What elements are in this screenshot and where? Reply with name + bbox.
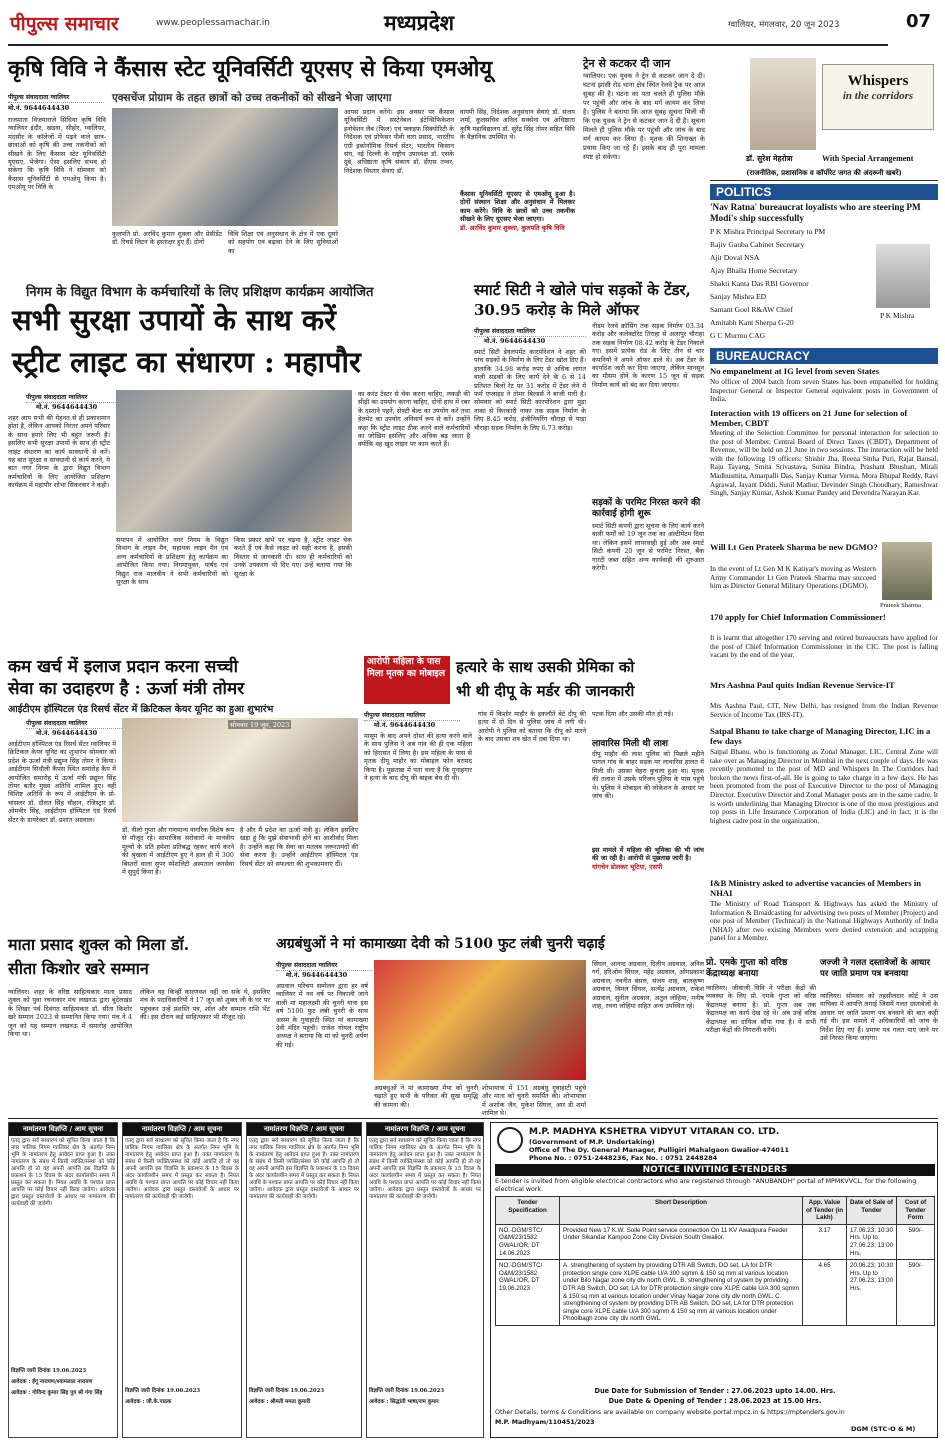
masthead	[8, 6, 938, 46]
byline	[8, 92, 104, 103]
byline-place: ग्वालियर	[50, 94, 70, 101]
body-col-3: है और मैं प्रदेश का ऊर्जा मंत्री हूं। लेकिन इसलिए खड़ा हूं कि मुझे सेवाभावी होने का आशीर्वाद मिला है। उन्होंने कहा कि सेवा का मतलब जरूरतमंदों की सेवा करना है। उन्होंने आईटीएम हॉस्पिटल एंड रिसर्च सेंटर को सफलता की शुभकामनाएं दीं।	[240, 826, 358, 868]
byline-place: ग्वालियर	[318, 962, 338, 969]
body-col-4: वायपी सिंह, निदेशक अनुसंधान सेवाएं डॉ. संजय शर्मा, कुलसचिव अनिल सक्सेना एवं अधिष्ठाता कृषि महाविद्यालय डॉ. सुरेंद्र सिंह तोमर सहित विवि के वैज्ञानिक उपस्थित थे।	[460, 108, 575, 142]
story-award	[8, 934, 270, 1114]
body-col-3: आपस प्रदान करेंगे। इस अवसर पर कैंसास यूनिवर्सिटी में सस्टेनेबल इंटेन्सिफिकेशन इनोवेशन लैब (फिल) एवं फ्लाइफ सिक्योरिटी के निदेशक एवं प्रोफेसर पीवी वारा प्रसाद, भारतीय एग्री इकोनॉमिक रिसर्च सेंटर, भारतीय किसान संघ, नई दिल्ली के राष्ट्रीय उपाध्यक्ष डॉ. एसके दुबे, अधिष्ठाता कृषि संकाय डॉ. डीएस तन्वर, निदेशक विस्तार सेवाएं डॉ.	[344, 108, 454, 175]
list-item: P K Mishra Principal Secretary to PM	[710, 227, 826, 236]
cell: NO.-DGM/STC/ O&M/23/1582 GWALIOR, DT 19.06.2023	[496, 1260, 560, 1326]
byline-place: ग्वालियर	[68, 720, 88, 727]
body-col-2: गांव में किशोर माहौर के इकलौते बेटे दीपू की हत्या में दो दिन से पुलिस जांच में लगी थी। आरोपी ने पुलिस को बताया कि दीपू को मारने के बाद उसका शव खेत में दबा दिया था।	[478, 710, 586, 744]
b3-headline: Will Lt Gen Prateek Sharma be new DGMO?	[710, 542, 878, 552]
body-col-1: राजमाता विजयाराजे सिंधिया कृषि विवि ग्वालियर इंदौर, खंडवा, सीहोर, ग्वालियर, मंदसौर के कॉलेजों में पढ़ने वाले छात्र-छात्राओं को कृषि की उच्च तकनीकों को सीखने के लिए कैंसास स्टेट यूनिवर्सिटी यूएसए, भेजेगा। ऐसा इसलिए संभव हो सकेगा कि कृषि विवि ने सोमवार को कैंसास यूनिवर्सिटी से एमओयू किया है। एमओयू पर विवि के	[8, 116, 106, 192]
cell: 4.65	[803, 1260, 847, 1326]
reference: M.P. Madhyam/110451/2023	[495, 1419, 595, 1426]
notice-date: विज्ञप्ति जारी दिनांक 19.06.2023	[125, 1388, 201, 1394]
story-mou	[8, 56, 578, 274]
col-header: Short Description	[560, 1197, 803, 1225]
logo: पीपुल्स समाचार	[10, 13, 119, 35]
cell: 590/-	[897, 1260, 935, 1326]
story-caste-cert	[820, 958, 938, 1114]
news-photo	[116, 390, 352, 532]
company-phone: Phone No. : 0751-2448236, Fax No. : 0751 2448284	[529, 1154, 718, 1162]
mobile: मो.नं. 9644644430	[36, 403, 98, 411]
quote-by: डॉ. अरविंद कुमार शुक्ला, कुलपति कृषि विवि	[460, 223, 565, 232]
body-col-2: समापन में आयोजित नगर निगम के विद्युत विभाग के लाइन मैन, सहायक लाइन मैन एवं अन्य कर्मचारियों के प्रशिक्षण हेतु कार्यक्रम का आयोजित किया गया। निगमायुक्त, पार्षद एवं विद्युत राज मालवीय ने सभी कर्मचारियों को सुरक्षा के साथ	[116, 536, 228, 587]
photo-date: सोमवार 19 जून, 2023	[230, 721, 290, 729]
subhead: लावारिस मिली थी लाश	[592, 739, 669, 749]
politics-headline: 'Nav Ratna' bureaucrat loyalists who are steering PM Modi's ship successfully	[710, 202, 921, 223]
notice-date: विज्ञप्ति जारी दिनांक 19.06.2023	[369, 1388, 445, 1394]
tender-table	[495, 1196, 935, 1326]
notice-1	[8, 1122, 118, 1438]
notice-date: विज्ञप्ति जारी दिनांक 19.06.2023	[11, 1368, 87, 1374]
b5-headline: Mrs Aashna Paul quits Indian Revenue Service-IT	[710, 680, 895, 690]
b3-body: In the event of Lt Gen M K Katiyar's moving as Western Army Commander Lt Gen Prateek Sharma may succeed him as Director General Military Operations (DGMO).	[710, 565, 876, 591]
tender-ad	[490, 1122, 938, 1438]
author-name: डॉ. सुरेश मेहरोत्रा	[746, 154, 793, 163]
body-col-2: नीडम रेलवे क्रॉसिंग तक सड़क निर्माण 03.34 करोड़ और कलेक्टोरेट तिराहा से अलापुर चौराहा तक सड़क निर्माण 08.42 करोड़ के टेंडर निकाले गए। इसमें प्रत्येक रोड के लिए तीन से चार कंपनियों ने अपने ऑफर डाले थे। अब टेंडर के कार्यादेश जारी कर दिया जाएगा, लेकिन मानसून का मौसम होने के कारण 15 जून से सड़क निर्माण कार्य को बंद कर दिया जाएगा।	[592, 322, 704, 389]
notice-body: एतद् द्वारा सर्व साधारण को सूचित किया जाता है कि नगर पालिक निगम ग्वालियर क्षेत्र के अंतर्गत निम्न भूमि के नामांतरण हेतु आवेदन प्राप्त हुआ है। उक्त नामांतरण के संबंध में किसी व्यक्ति/संस्था को कोई आपत्ति हो तो वह अपनी आपत्ति इस विज्ञप्ति के प्रकाशन के 15 दिवस के अंदर कार्यालयीन समय में प्रस्तुत कर सकता है। नियत अवधि के पश्चात प्राप्त आपत्ति पर कोई विचार नहीं किया जावेगा। आवेदक द्वारा प्रस्तुत दस्तावेजों के आधार पर नामांतरण की कार्यवाही की जावेगी।	[125, 1138, 239, 1200]
caption-a: कुलपति प्रो. अरविंद कुमार शुक्ला और प्रेसीडेंट डॉ. रिचर्ड लिटन के हस्ताक्षर हुए हैं। दोनों	[112, 230, 222, 247]
body: ग्वालियर। जीवाजी विवि ने परीक्षा केंद्रों की व्यवस्था के लिए प्रो. एमके गुप्ता को वरिष्ठ केंद्राध्यक्ष बनाया है। प्रो. गुप्ता अब तक केंद्राध्यक्ष का कार्य देख रहे थे। अब उन्हें वरिष्ठ केंद्राध्यक्ष का दायित्व सौंपा गया है। वे सभी परीक्षा केंद्रों की निगरानी करेंगे।	[706, 984, 816, 1035]
notice-body: एतद् द्वारा सर्व साधारण को सूचित किया जाता है कि नगर पालिक निगम ग्वालियर क्षेत्र के अंतर्गत निम्न भूमि के नामांतरण हेतु आवेदन प्राप्त हुआ है। उक्त नामांतरण के संबंध में किसी व्यक्ति/संस्था को कोई आपत्ति हो तो वह अपनी आपत्ति इस विज्ञप्ति के प्रकाशन के 15 दिवस के अंदर कार्यालयीन समय में प्रस्तुत कर सकता है। नियत अवधि के पश्चात प्राप्त आपत्ति पर कोई विचार नहीं किया जावेगा। आवेदक द्वारा प्रस्तुत दस्तावेजों के आधार पर नामांतरण की कार्यवाही की जावेगी।	[11, 1138, 115, 1207]
headline: स्मार्ट सिटी ने खोले पांच सड़कों के टेंडर, 30.95 करोड़ के मिले ऑफर	[474, 281, 691, 319]
b1-headline: No empanelment at IG level from seven States	[710, 366, 880, 376]
body: ग्वालियर। सोमवार को तहसीलदार कोर्ट ने उस याचिका में आपत्ति लगाई जिसमें गलत दस्तावेजों के आधार पर जाति प्रमाण पत्र बनवाने की बात कही गई थी। इस मामले में अधिकारियों को जांच के निर्देश दिए गए हैं। प्रमाण पत्र गलत पाए जाने पर उसे निरस्त किया जाएगा।	[820, 992, 938, 1043]
list-item: G C Murmu CAG	[710, 331, 766, 340]
byline-place: ग्वालियर	[406, 712, 426, 719]
story-streetlight	[8, 280, 470, 650]
quote	[460, 190, 575, 270]
body-col-4: का करंट टेस्टर से चेक करना चाहिए, लकड़ी की सीढ़ी का उपयोग करना चाहिए, दोनों हाथ में रबर के दस्ताने पहनें, सेफ्टी बेल्ट का उपयोग करें तथा हेलमेट का उपयोग अनिवार्य रूप से करें। उन्होंने कहा कि स्ट्रीट लाइट ठीक करने वाले कर्मचारियों का जोखिम इसलिए और अधिक बढ़ जाता है क्योंकि वह खुद लाइन पर काम करते हैं।	[358, 390, 470, 449]
body-col-2: डॉ. नीलो गुप्ता और गणमान्य नागरिक विशेष रूप से मौजूद रहे। सामाजिक सरोकारों के मानवीय मूल्यों के प्रति हमेशा प्रतिबद्ध रहकर कार्य करने की श्रृंखला में आईटीएम हुए ने हाल ही में 300 बिस्तरों वाला सुपर स्पेशलिटी अस्पताल जनसेवा में सुपुर्द किया है।	[122, 826, 234, 877]
headline: अग्रबंधुओं ने मां कामाख्या देवी को 5100 फुट लंबी चुनरी चढ़ाई	[276, 936, 605, 952]
headline: जज्जी ने गलत दस्तावेजों के आधार पर जाति प्रमाण पत्र बनवाया	[820, 958, 931, 979]
subhead-body: स्मार्ट सिटी कंपनी द्वारा सूचना के लिए कार्य करने वाली फर्मों को 19 जून तक का अल्टीमेटम दिया था। लेकिन इसमें लापरवाही हुई और अब स्मार्ट सिटी कंपनी 20 जून से परमिट निरस्त, बैंक गारंटी जब्त सहित अन्य कार्यवाही की शुरुआत करेगी।	[592, 522, 704, 573]
body-col-1: शहर आप सभी की मेहनत से ही प्रकाशमान होता है, लेकिन आपको निरंतर अपने परिवार के साथ हमारे लिए भी बहुत जरूरी है। इसलिए सभी सुरक्षा उपायों के साथ ही स्ट्रीट लाइट संधारण का कार्य सावधानी से करें। यह बात सुरक्षा व सावधानी से कार्य करने, ये बात नगर निगम के द्वारा विद्युत विभाग कर्मचारियों के लिए आयोजित प्रशिक्षण कार्यक्रम में महापौर शोभा सिकरवार ने कही।	[8, 414, 110, 490]
body-col-1: स्मार्ट सिटी डेवलपमेंट कारपोरेशन ने शहर की पांच सड़कों के निर्माण के लिए टेंडर खोल दिए हैं। हालांकि 34.98 करोड़ रुपए से अधिक लागत वाली सड़कों के लिए कार्य देने के 6 से 14 प्रतिशत बिलो रेट पर 31 करोड़ में टेंडर लेने में फर्म एप्लाइड ने तोमर बिल्डर्स ने बाजी मारी है। सोमवार को स्मार्ट सिटी कारपोरेशन द्वारा मुड़ा नाका से किरकारी नाका तक सड़क निर्माण के लिए 8.45 करोड़, इंजीनियरिंग चौराहा से पाड़ा चौराहा सड़क निर्माण के लिए 6.73 करोड़।	[474, 348, 586, 432]
body-col-2: लेकिन वह किन्हीं कारणवश नहीं जा सके थे, इसलिए मंच के पदाधिकारियों ने 17 जून को शुक्ल जी के घर पर पहुंचकर उन्हें प्रशस्ति पत्र, शॉल और सम्मान राशि भेंट की। इस दौरान कई साहित्यकार भी मौजूद रहे।	[140, 988, 270, 1022]
body-col-4: सिंघल, आनन्द अग्रवाल, दिलीप अग्रवाल, अनिल गर्ग, हरिओम सिंघल, महेंद्र अग्रवाल, ओमप्रकाश अग्रवाल, नवनीत बंसल, संजय शाह, बालकृष्ण अग्रवाल, विमल सिंघल, सत्येंद्र अग्रवाल, राकेश अग्रवाल, सुनील अग्रवाल, अतुल लोहिया, मनीष शाह, रचना लोहिया सहित अन्य उपस्थित रहे।	[592, 960, 704, 1011]
headline-line-1: हत्यारे के साथ उसकी प्रेमिका को	[456, 658, 635, 676]
tender-title: NOTICE INVITING E-TENDERS	[495, 1164, 935, 1176]
notice-applicant: आवेदक : ईंगू नारायण/श्यामलाल नारायण	[11, 1379, 93, 1385]
whispers-subtitle: in the corridors	[842, 90, 914, 102]
b4-body: It is learnt that altogether 170 serving and retired bureaucrats have applied for the post of Chief Information Commissioner in the CIC. The post is falling vacant by the end of the year.	[710, 634, 938, 660]
headline: कृषि विवि ने कैंसास स्टेट यूनिवर्सिटी यूएसए से किया एमओयू	[8, 56, 493, 82]
b2-body: Meeting of the Selection Committee for personal interaction for selection to the post of Member, Central Board of Direct Taxes (CBDT), Department of Revenue, will be held on 21 June in two sessions. The interaction will be held with the following 19 officers: Shishir Jha, Reena Sinha Puri, Rajat Bansal, Raju Tayang, Smita Srivastava, Sunita Bindra, Prashant Bhushan, Mitali Madhusmita, Amarpalli Das, Sanjay Kumar Verma, Mora Bhupal Reddy, Ravi Agrawal, Jayant Diddi, Sunil Mathur, Devinder Singh Choudhary, Rameshwar Singh, Sanjay Kumar, Ashok Kumar Pandey and Devendra Narayan Kar.	[710, 429, 938, 498]
table-row	[496, 1260, 935, 1326]
company-logo	[497, 1127, 523, 1153]
company-name: M.P. MADHYA KSHETRA VIDYUT VITARAN CO. LTD.	[529, 1127, 780, 1137]
quote-text: कैंसास यूनिवर्सिटी यूएसए से एमओयू हुआ है। दोनों संस्थान शिक्षा और अनुसंधान में मिलकर काम करेंगे। विवि के छात्रों को उच्च तकनीक सीखने के लिए यूएसए भेजा जाएगा।	[460, 190, 575, 224]
quote-by: यांगचेन डोलकर भूटिया, एसपी	[592, 862, 663, 871]
notice-applicant: आवेदक : सिद्धांती भाषा/राम कुमार	[369, 1399, 439, 1405]
body-col-1: आईटीएम हॉस्पिटल एंड रिसर्च सेंटर ग्वालियर में क्रिटिकल केयर यूनिट का शुभारंभ सोमवार को प्रदेश के ऊर्जा मंत्री प्रद्युम्न सिंह तोमर ने किया। आईटीएम सिथौली कैंपस स्थित समारोह कैंप में आयोजित समारोह में ऊर्जा मंत्री प्रद्युम्न सिंह तोमर बतौर मुख्य अतिथि शामिल हुए। वहीं विशिष्ट अतिथि के रूप में आईटीएम के प्रो-चांसलर डॉ. दौलत सिंह चौहान, रजिस्ट्रार डॉ. ओमवीर सिंह, आईटीएम हॉस्पिटल एंड रिसर्च सेंटर के डायरेक्टर डॉ. प्रशांत अग्रवाल।	[8, 740, 116, 824]
news-photo	[112, 108, 338, 226]
story-chunri	[276, 934, 704, 1118]
arrangement: With Special Arrangement	[822, 154, 914, 163]
mobile: मो.नं. 9644644430	[286, 971, 348, 979]
headline-line-1: माता प्रसाद शुक्ल को मिला डॉ.	[8, 935, 190, 954]
due-date-opening: Due Date & Opening of Tender : 28.06.2023 at 15.00 Hrs.	[608, 1397, 822, 1405]
whispers-column	[710, 56, 938, 1056]
mobile: मो.नं. 9644644430	[8, 104, 70, 112]
notice-footer: आवेदक : गोविन्द कुमार सिंह पुत्र श्री गंगा सिंह	[11, 1390, 103, 1396]
tag-box: आरोपी महिला के पास मिला मृतक का मोबाइल	[364, 656, 450, 704]
byline-name: पीपुल्स संवाददाता	[26, 720, 67, 727]
headline: प्रो. एमके गुप्ता को वरिष्ठ केंद्राध्यक्ष बनाया	[706, 958, 788, 979]
ads-rule	[8, 1118, 938, 1119]
byline-place: ग्वालियर	[68, 394, 88, 401]
notice-2	[122, 1122, 242, 1438]
headline: ट्रेन से कटकर दी जान	[583, 57, 671, 70]
cell: 590/-	[897, 1224, 935, 1259]
b6-body: Satpal Bhanu, who is functioning as Zonal Manager, LIC, Central Zone will take over as Managing Director in Mumbai in the next couple of days. He was recently promoted to the post of MD and Whispers In The Corridors had broken the news first-of-all. He is going to take charge in a few days. He has been promoted from the post of Executive Director to the post of Managing Director. Executive Director and Zonal Manager posts are in the same cadre. It is worth underlining that Managing Director is one of the most prestigious and top posts in Life Insurance Corporation of India (LIC) and in fact, it is the highest cadre post in the organization.	[710, 748, 938, 825]
body-col-1: मासूम के बाद अपने दोस्त की हत्या करने वाले के साथ पुलिस ने अब गांव की ही एक महिला को हिरासत में लिया है। इस महिला के पास से मृतक दीपू माहौर का मोबाइल फोन बरामद किया है। पूछताछ में पता चला है कि गुनाहगार ने हत्या के बाद दीपू की बाइक बेच दी थी।	[364, 732, 472, 783]
news-photo	[122, 718, 358, 822]
kicker: निगम के विद्युत विभाग के कर्मचारियों के लिए प्रशिक्षण कार्यक्रम आयोजित	[26, 285, 374, 300]
tender-intro: E-tender is invited from eligible electrical contractors who are registered through "ANUBANDH" portal of MPMKVVCL, for the following electrical work.	[495, 1178, 917, 1193]
list-item: Rajiv Gauba Cabinet Secretary	[710, 240, 805, 249]
notice-applicant: आवेदक : श्रीमती ममता कुमारी	[249, 1399, 311, 1405]
page-number: 07	[906, 11, 932, 32]
notice-4	[366, 1122, 484, 1438]
dateline: ग्वालियर, मंगलवार, 20 जून 2023	[728, 20, 840, 30]
mobile: मो.नं. 9644644430	[484, 337, 546, 345]
list-item: Amitabh Kant Sherpa G-20	[710, 318, 794, 327]
subhead-body: दीपू माहौर की लाश पुलिस को पिछले महीने पागल गांव के बाहर सड़क पर लावारिस हालत में मिली थी। उसका चेहरा कुचला हुआ था। मृतक की तलाश में उसके परिजन पुलिस के पास पहुंचे थे। पुलिस ने मोबाइल की लोकेशन के आधार पर जांच की।	[592, 750, 704, 801]
cell: NO.-DGM/STC/ O&M/23/1582 GWALIOR, DT 14.06.2023	[496, 1224, 560, 1259]
col-header: Date of Sale of Tender	[847, 1197, 897, 1225]
news-photo	[374, 960, 586, 1080]
list-item: Ajit Doval NSA	[710, 253, 760, 262]
col-header: Cost of Tender Form	[897, 1197, 935, 1225]
cell: 20.06.23; 10:30 Hrs. Up to 27.06.23; 13:00 Hrs.	[847, 1260, 897, 1326]
signatory: DGM (STC-O & M)	[851, 1425, 916, 1433]
headline-line-1: सभी सुरक्षा उपायों के साथ करें	[12, 303, 337, 337]
notice-3	[246, 1122, 362, 1438]
story-train	[583, 56, 705, 274]
notice-applicant: आवेदक : जी.के.पाठक	[125, 1399, 172, 1405]
subhead: सड़कों के परमिट निरस्त करने की कार्रवाई होगी शुरू	[592, 498, 701, 519]
story-smartcity	[474, 280, 704, 650]
top-rule	[8, 44, 888, 46]
quote	[592, 846, 704, 926]
list-item: Shakti Kanta Das RBI Governor	[710, 279, 809, 288]
notice-body: एतद् द्वारा सर्व साधारण को सूचित किया जाता है कि नगर पालिक निगम ग्वालियर क्षेत्र के अंतर्गत निम्न भूमि के नामांतरण हेतु आवेदन प्राप्त हुआ है। उक्त नामांतरण के संबंध में किसी व्यक्ति/संस्था को कोई आपत्ति हो तो वह अपनी आपत्ति इस विज्ञप्ति के प्रकाशन के 15 दिवस के अंदर कार्यालयीन समय में प्रस्तुत कर सकता है। नियत अवधि के पश्चात प्राप्त आपत्ति पर कोई विचार नहीं किया जावेगा। आवेदक द्वारा प्रस्तुत दस्तावेजों के आधार पर नामांतरण की कार्यवाही की जावेगी।	[249, 1138, 359, 1200]
b7-body: The Ministry of Road Transport & Highways has asked the Ministry of Information & Broadcasting for advertising two posts of Member (Project) and one post of Member (Technical) in the National Highways Authority of India (NHAI) after two existing Members were denied extension and scrapping panel for a Member.	[710, 900, 938, 943]
list-item: Ajay Bhalla Home Secretary	[710, 266, 798, 275]
website-url: www.peoplessamachar.in	[156, 18, 270, 28]
body-col-1: अग्रवाल परिचय सम्मेलन द्वारा हर वर्ष ग्वालियर में नव वर्ष पर निकाली जाने वाली मां महालक्ष्मी की चुनरी यात्रा इस वर्ष 5100 फुट लंबी चुनरी के साथ असम के गुवाहाटी स्थित मां कामाख्या देवी मंदिर पहुंची। राजेश गोयल राष्ट्रीय अध्यक्ष ने बताया कि मां को चुनरी अर्पण की गई।	[276, 982, 368, 1049]
deck: एक्सचेंज प्रोग्राम के तहत छात्रों को उच्च तकनीकों को सीखने भेजा जाएगा	[112, 92, 392, 104]
quote-text: इस मामले में महिला की भूमिका की भी जांच की जा रही है। आरोपी से पूछताछ जारी है।	[592, 846, 704, 863]
cell: 3.17	[803, 1224, 847, 1259]
politics-band: POLITICS	[710, 184, 938, 200]
cell: A. strengthening of system by providing DTR AB Switch, DO set, LA for DTR protection single core XLPE cable U/A 300 sqmm & 150 sq mm at various location under Bilo Nagar zone city dlv north GWL. B. strengthening of system by providing DTR AB Switch, DO set, LA for DTR protection single core XLPE cable U/A 300 sqmm & 150 sq mm at various location under Vinay Nagar zone city dlv north GWL. C. strengthening of system by providing DTR AB Switch, DO set, LA for DTR protection single core XLPE cable U/A 300 sqmm & 150 sq mm at various location under Phoolbagh zone city dlv north GWL.	[560, 1260, 803, 1326]
b7-headline: I&B Ministry asked to advertise vacancies of Members in NHAI	[710, 878, 921, 898]
byline-name: पीपुल्स संवाददाता	[8, 94, 49, 101]
caption: अग्रबंधुओं ने मां कामाख्या मैया को चुनरी चढ़ाते हुए सभी के परिवार की सुख समृद्धि की कामना की।	[374, 1084, 478, 1109]
mobile: मो.नं. 9644644430	[36, 729, 98, 737]
body-col-3: किस प्रकार खंभे पर चढ़ना है, स्ट्रीट लाइट चेक करते हैं एवं कैसे लाइट को सही करना है, इसकी विस्तार से जानकारी दी। साथ ही कर्मचारियों को उनके उपकरण भी दिए गए। उन्हें बताया गया कि सुरक्षा के	[234, 536, 352, 578]
prateek-sharma-photo	[882, 542, 932, 600]
pk-mishra-photo	[876, 244, 930, 308]
due-date-submission: Due Date for Submission of Tender : 27.06.2023 upto 14.00. Hrs.	[594, 1387, 836, 1395]
notice-title: नामांतरण विज्ञप्ति / आम सूचना	[123, 1123, 241, 1136]
byline-place: ग्वालियर	[516, 328, 536, 335]
b6-headline: Satpal Bhanu to take charge of Managing Director, LIC in a few days	[710, 726, 931, 746]
byline-name: पीपुल्स संवाददाता	[364, 712, 405, 719]
body: ग्वालियर। एक युवक ने ट्रेन से कटकर जान दे दी। घटना झांसी रोड थाना क्षेत्र स्थित रेलवे ट्रैक पर आज सुबह की है। घटना का पता चलते ही पुलिस मौके पर पहुंची और जांच के बाद मर्ग कायम कर लिया है। पुलिस ने बताया कि आज सुबह सूचना मिली थी कि एक युवक ने ट्रेन से कटकर जान दे दी है। सूचना मिलते ही पुलिस मौके पर पहुंची और जांच के बाद मर्ग कायम कर लिया है। मृतक की शिनाख्त के प्रयास किए जा रहे हैं। इसके बाद ही पूरा मामला स्पष्ट हो सकेगा।	[583, 72, 705, 161]
notice-body: एतद् द्वारा सर्व साधारण को सूचित किया जाता है कि नगर पालिक निगम ग्वालियर क्षेत्र के अंतर्गत निम्न भूमि के नामांतरण हेतु आवेदन प्राप्त हुआ है। उक्त नामांतरण के संबंध में किसी व्यक्ति/संस्था को कोई आपत्ति हो तो वह अपनी आपत्ति इस विज्ञप्ति के प्रकाशन के 15 दिवस के अंदर कार्यालयीन समय में प्रस्तुत कर सकता है। नियत अवधि के पश्चात प्राप्त आपत्ति पर कोई विचार नहीं किया जावेगा। आवेदक द्वारा प्रस्तुत दस्तावेजों के आधार पर नामांतरण की कार्यवाही की जावेगी।	[369, 1138, 481, 1200]
byline-name: पीपुल्स संवाददाता	[474, 328, 515, 335]
author-photo	[750, 58, 816, 150]
photo-caption: P K Mishra	[880, 311, 915, 320]
notice-title: नामांतरण विज्ञप्ति / आम सूचना	[247, 1123, 361, 1136]
b1-body: No officer of 2004 batch from seven States has been empanelled for holding Inspector General or Inspector General equivalent posts in Government of India.	[710, 378, 938, 404]
company-gov: (Government of M.P. Undertaking)	[529, 1138, 655, 1146]
body-col-3: पटक दिया और उसकी मौत हो गई।	[592, 710, 674, 718]
company-office: Office of The Dy. General Manager, Pulligiri Mahalgaon Gwalior-474011	[529, 1146, 789, 1154]
other-details: Other Details, terms & Conditions are available on company website portal.mpcz.in & https://mptenders.gov.in	[495, 1409, 845, 1416]
col-header: Tender Specification	[496, 1197, 560, 1225]
story-murder	[364, 656, 704, 928]
list-item: Sanjay Mishra ED	[710, 292, 767, 301]
deck: आईटीएम हॉस्पिटल एंड रिसर्च सेंटर में क्रिटिकल केयर यूनिट का हुआ शुभारंभ	[8, 704, 274, 715]
b2-headline: Interaction with 19 officers on 21 June for selection of Member, CBDT	[710, 408, 908, 428]
notice-date: विज्ञप्ति जारी दिनांक 19.06.2023	[249, 1388, 325, 1394]
headline-line-2: सीता किशोर खरे सम्मान	[8, 959, 149, 978]
caption-b: विवि शिक्षा एवं अनुसंधान के क्षेत्र में एक दूसरे को सहयोग एवं बढ़ावा देने के लिए सुविधाओं का	[228, 230, 338, 255]
headline-line-2: भी थी दीपू के मर्डर की जानकारी	[456, 682, 635, 700]
cell: 17.06.23; 10:30 Hrs. Up to 27.06.23; 13:00 Hrs.	[847, 1224, 897, 1259]
cell: Provided New 17 K.W. Solle Point service connection On 11 KV Awadpura Feeder Under Sikandar Kampoo Zone City Division South Gwalior.	[560, 1224, 803, 1259]
bureaucracy-band: BUREAUCRACY	[710, 348, 938, 364]
story-gupta	[706, 958, 816, 1114]
notice-title: नामांतरण विज्ञप्ति / आम सूचना	[9, 1123, 117, 1136]
table-row	[496, 1224, 935, 1259]
b5-body: Mrs Aashna Paul, CIT, New Delhi, has resigned from the Indian Revenue Service of Income Tax (IRS-IT).	[710, 702, 938, 719]
b4-headline: 170 apply for Chief Information Commissioner!	[710, 612, 886, 622]
mobile: मो.नं. 9644644430	[374, 721, 436, 729]
section-title: मध्यप्रदेश	[384, 11, 455, 35]
list-item: Samant Goel R&AW Chief	[710, 305, 793, 314]
politics-list	[710, 225, 870, 345]
whispers-logo	[822, 64, 934, 130]
byline-name: पीपुल्स संवाददाता	[276, 962, 317, 969]
col-header: App. Value of Tender (in Lakh)	[803, 1197, 847, 1225]
headline-line-2: स्ट्रीट लाइट का संधारण : महापौर	[12, 345, 361, 379]
whispers-title: Whispers	[847, 73, 909, 89]
headline-line-2: सेवा का उदाहरण है : ऊर्जा मंत्री तोमर	[8, 679, 245, 699]
headline-line-1: कम खर्च में इलाज प्रदान करना सच्ची	[8, 657, 238, 677]
story-energy-minister	[8, 656, 358, 928]
tagline: (राजनीतिक, प्रशासनिक व कॉर्पोरेट जगत की अंदरूनी खबरें)	[710, 168, 938, 181]
body-col-1: ग्वालियर। शहर के वरिष्ठ साहित्यकार माता प्रसाद शुक्ल को युवा रचनाकार मंच लखनऊ द्वारा बुंदेलखंड के शिखर पर्व दिवंगत साहित्यकार डॉ. सीता किशोर खरे सम्मान 2023 से सम्मानित किया गया। मंच ने 4 जून को यह सम्मान लखनऊ में समारोह आयोजित किया था।	[8, 988, 132, 1039]
photo-caption: Prateek Sharma	[880, 602, 921, 609]
byline-name: पीपुल्स संवाददाता	[26, 394, 67, 401]
body-col-3: शोभायात्रा में 151 अग्रबंधु गुवाहाटी पहुंचे और माता को चुनरी समर्पित की। शोभायात्रा में अशोक जैन, मुकेश सिंघल, आर डी शर्मा शामिल थे।	[482, 1084, 586, 1118]
notice-title: नामांतरण विज्ञप्ति / आम सूचना	[367, 1123, 483, 1136]
